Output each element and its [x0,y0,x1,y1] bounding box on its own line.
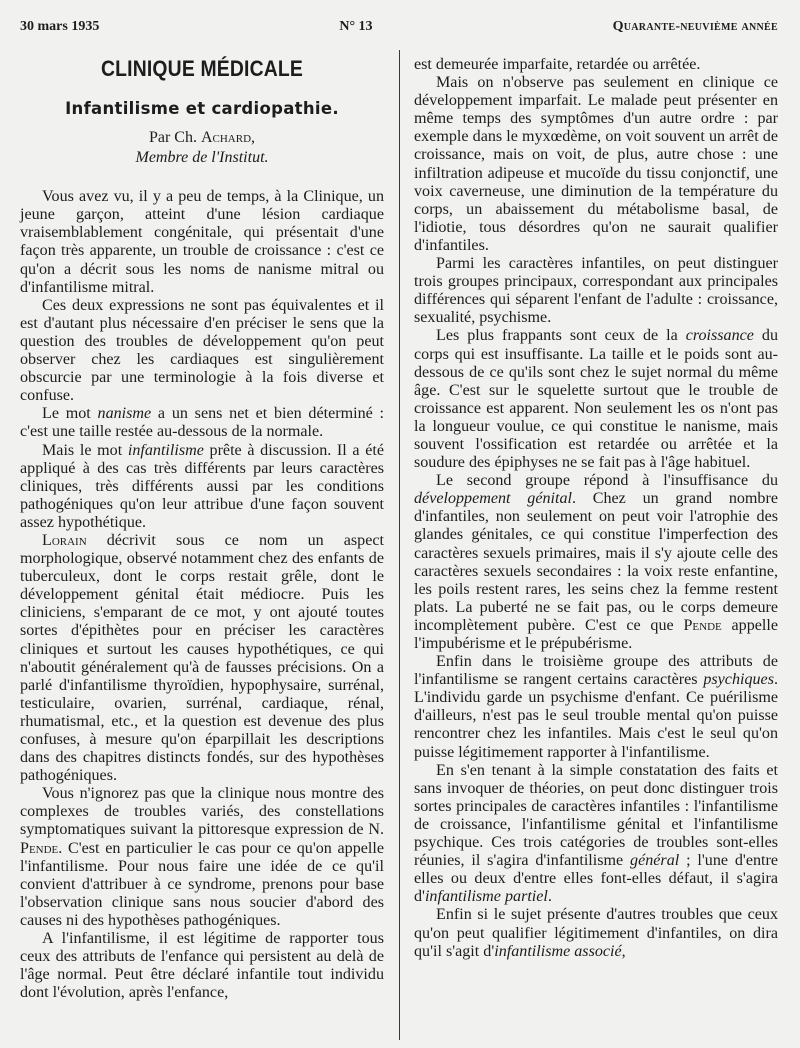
paragraph: Mais on n'observe pas seulement en clinique ce développement imparfait. Le malade peut présenter en même temps des symptômes d'un autre ordre : par exemple dans le myxœdème, on voit souvent un arrêt de croissance, mais on voit, de plus, autre chose : une infiltration adipeuse et mucoïde du tissu conjonctif, une voix caverneuse, une diminution de la température du corps, un abaissement du métabolisme basal, de l'idiotie, tous désordres qu'on ne saurait qualifier d'infantiles. [414,74,778,254]
two-column-body [20,56,778,1040]
paragraph: Ces deux expressions ne sont pas équivalentes et il est d'autant plus nécessaire d'en préciser le sens que la question des troubles de développement qu'on peut observer chez les cardiaques est singulièrement obscurcie par une terminologie à la fois diverse et confuse. [20,296,384,405]
left-column [20,56,384,1040]
paragraph: En s'en tenant à la simple constatation des faits et sans invoquer de théories, on peut donc distinguer trois sortes principales de caractères infantiles : l'infantilisme de croissance, l'infantilisme génital et l'infantilisme psychique. Ces trois catégories de troubles sont-elles réunies, il s'agira d'infantilisme général ; l'une d'entre elles ou deux d'entre elles font-elles défaut, il s'agira d'infantilisme partiel. [414,761,778,906]
paragraph: Vous n'ignorez pas que la clinique nous montre des complexes de troubles variés, des constellations symptomatiques suivant la pittoresque expression de N. Pende. C'est en particulier le cas pour ce qu'on appelle l'infantilisme. Pour nous faire une idée de ce qu'il convient d'attribuer à ce syndrome, prenons pour base l'observation clinique sans nous soucier d'abord des causes ni des hypothèses pathogéniques. [20,785,384,929]
paragraph: Vous avez vu, il y a peu de temps, à la Clinique, un jeune garçon, atteint d'une lésion cardiaque vraisemblablement congénitale, qui présentait d'une façon très apparente, un trouble de croissance : c'est ce qu'on a décrit sous les noms de nanisme mitral ou d'infantilisme mitral. [20,188,384,296]
section-title: CLINIQUE MÉDICALE [101,56,303,81]
paragraph: Mais le mot infantilisme prête à discussion. Il a été appliqué à des cas très différents par leurs caractères cliniques, très différents aussi par les conditions pathogéniques qu'on leur attribue d'une façon souvent assez hypothétique. [20,441,384,531]
paragraph-continued: est demeurée imparfaite, retardée ou arrêtée. [414,56,701,73]
running-header [20,12,778,42]
byline: Par Ch. Achard, [148,129,256,147]
paragraph: Lorain décrivit sous ce nom un aspect morphologique, observé notamment chez des enfants de tuberculeux, dont le corps restait grêle, dont le développement génital était médiocre. Puis les cliniciens, s'emparant de ce mot, y ont ajouté toutes sortes d'épithètes pour en préciser les caractères cliniques et surtout les causes hypothétiques, ce qui n'aboutit généralement qu'à de fausses précisions. On a parlé d'infantilisme thyroïdien, hypophysaire, surrénal, testiculaire, ovarien, surrénal, cardiaque, rénal, rhumatismal, etc., et la question est devenue des plus confuses, à mesure qu'on éparpillait les descriptions dans des chapitres distincts fondés, sur des hypothèses pathogéniques. [20,531,384,785]
paragraph: Le second groupe répond à l'insuffisance du développement génital. Chez un grand nombre d'infantiles, non seulement on peut voir l'atrophie des glandes génitales, ce qui constitue l'imperfection des caractères sexuels primaires, mais il s'y ajoute celle des caractères sexuels secondaires : la voix reste enfantine, les poils restent rares, les seins chez la femme restent plats. La puberté ne se fait pas, ou le corps demeure incomplètement pubère. C'est ce que Pende appelle l'impubérisme et le prépubérisme. [414,472,778,652]
paragraph: Les plus frappants sont ceux de la croissance du corps qui est insuffisante. La taille et le poids sont au-dessous de ce qu'ils sont chez le sujet normal du même âge. C'est sur le squelette surtout que le trouble de croissance est apparent. Non seulement les os n'ont pas la longueur voulue, ce qui constitue le nanisme, mais souvent l'ossification est retardée ou arrêtée et la soudure des épiphyses ne se fait pas à l'âge habituel. [414,327,778,472]
author-affiliation: Membre de l'Institut. [135,149,269,167]
header-date: 30 mars 1935 [20,19,100,34]
paragraph: Enfin dans le troisième groupe des attributs de l'infantilisme se rangent certains caractères psychiques. L'individu garde un psychisme d'enfant. Ce puérilisme d'ailleurs, n'est pas le seul trouble mental qu'on puisse rencontrer chez les infantiles. Mais c'est le seul qu'on puisse légitimement rapporter à l'infantilisme. [414,653,778,761]
header-year: Quarante-neuvième année [612,19,778,34]
paragraph: Enfin si le sujet présente d'autres troubles que ceux qu'on peut qualifier légitimement d'infantiles, on dira qu'il s'agit d'infantilisme associé, [414,906,778,960]
right-column [414,56,778,1040]
paragraph: Le mot nanisme a un sens net et bien déterminé : c'est une taille restée au-dessous de la normale. [20,405,384,441]
paragraph: A l'infantilisme, il est légitime de rapporter tous ceux des attributs de l'enfance qui persistent au delà de l'âge normal. Peut être déclaré infantile tout individu dont l'évolution, après l'enfance, [20,930,384,1002]
column-divider [399,50,400,1040]
author-name: Achard, [200,129,256,147]
paragraph: Parmi les caractères infantiles, on peut distinguer trois groupes principaux, correspondant aux principales différences qui séparent l'enfant de l'adulte : croissance, sexualité, psychisme. [414,255,778,327]
header-issue-number: N° 13 [339,19,373,34]
article-title: Infantilisme et cardiopathie. [65,99,339,119]
